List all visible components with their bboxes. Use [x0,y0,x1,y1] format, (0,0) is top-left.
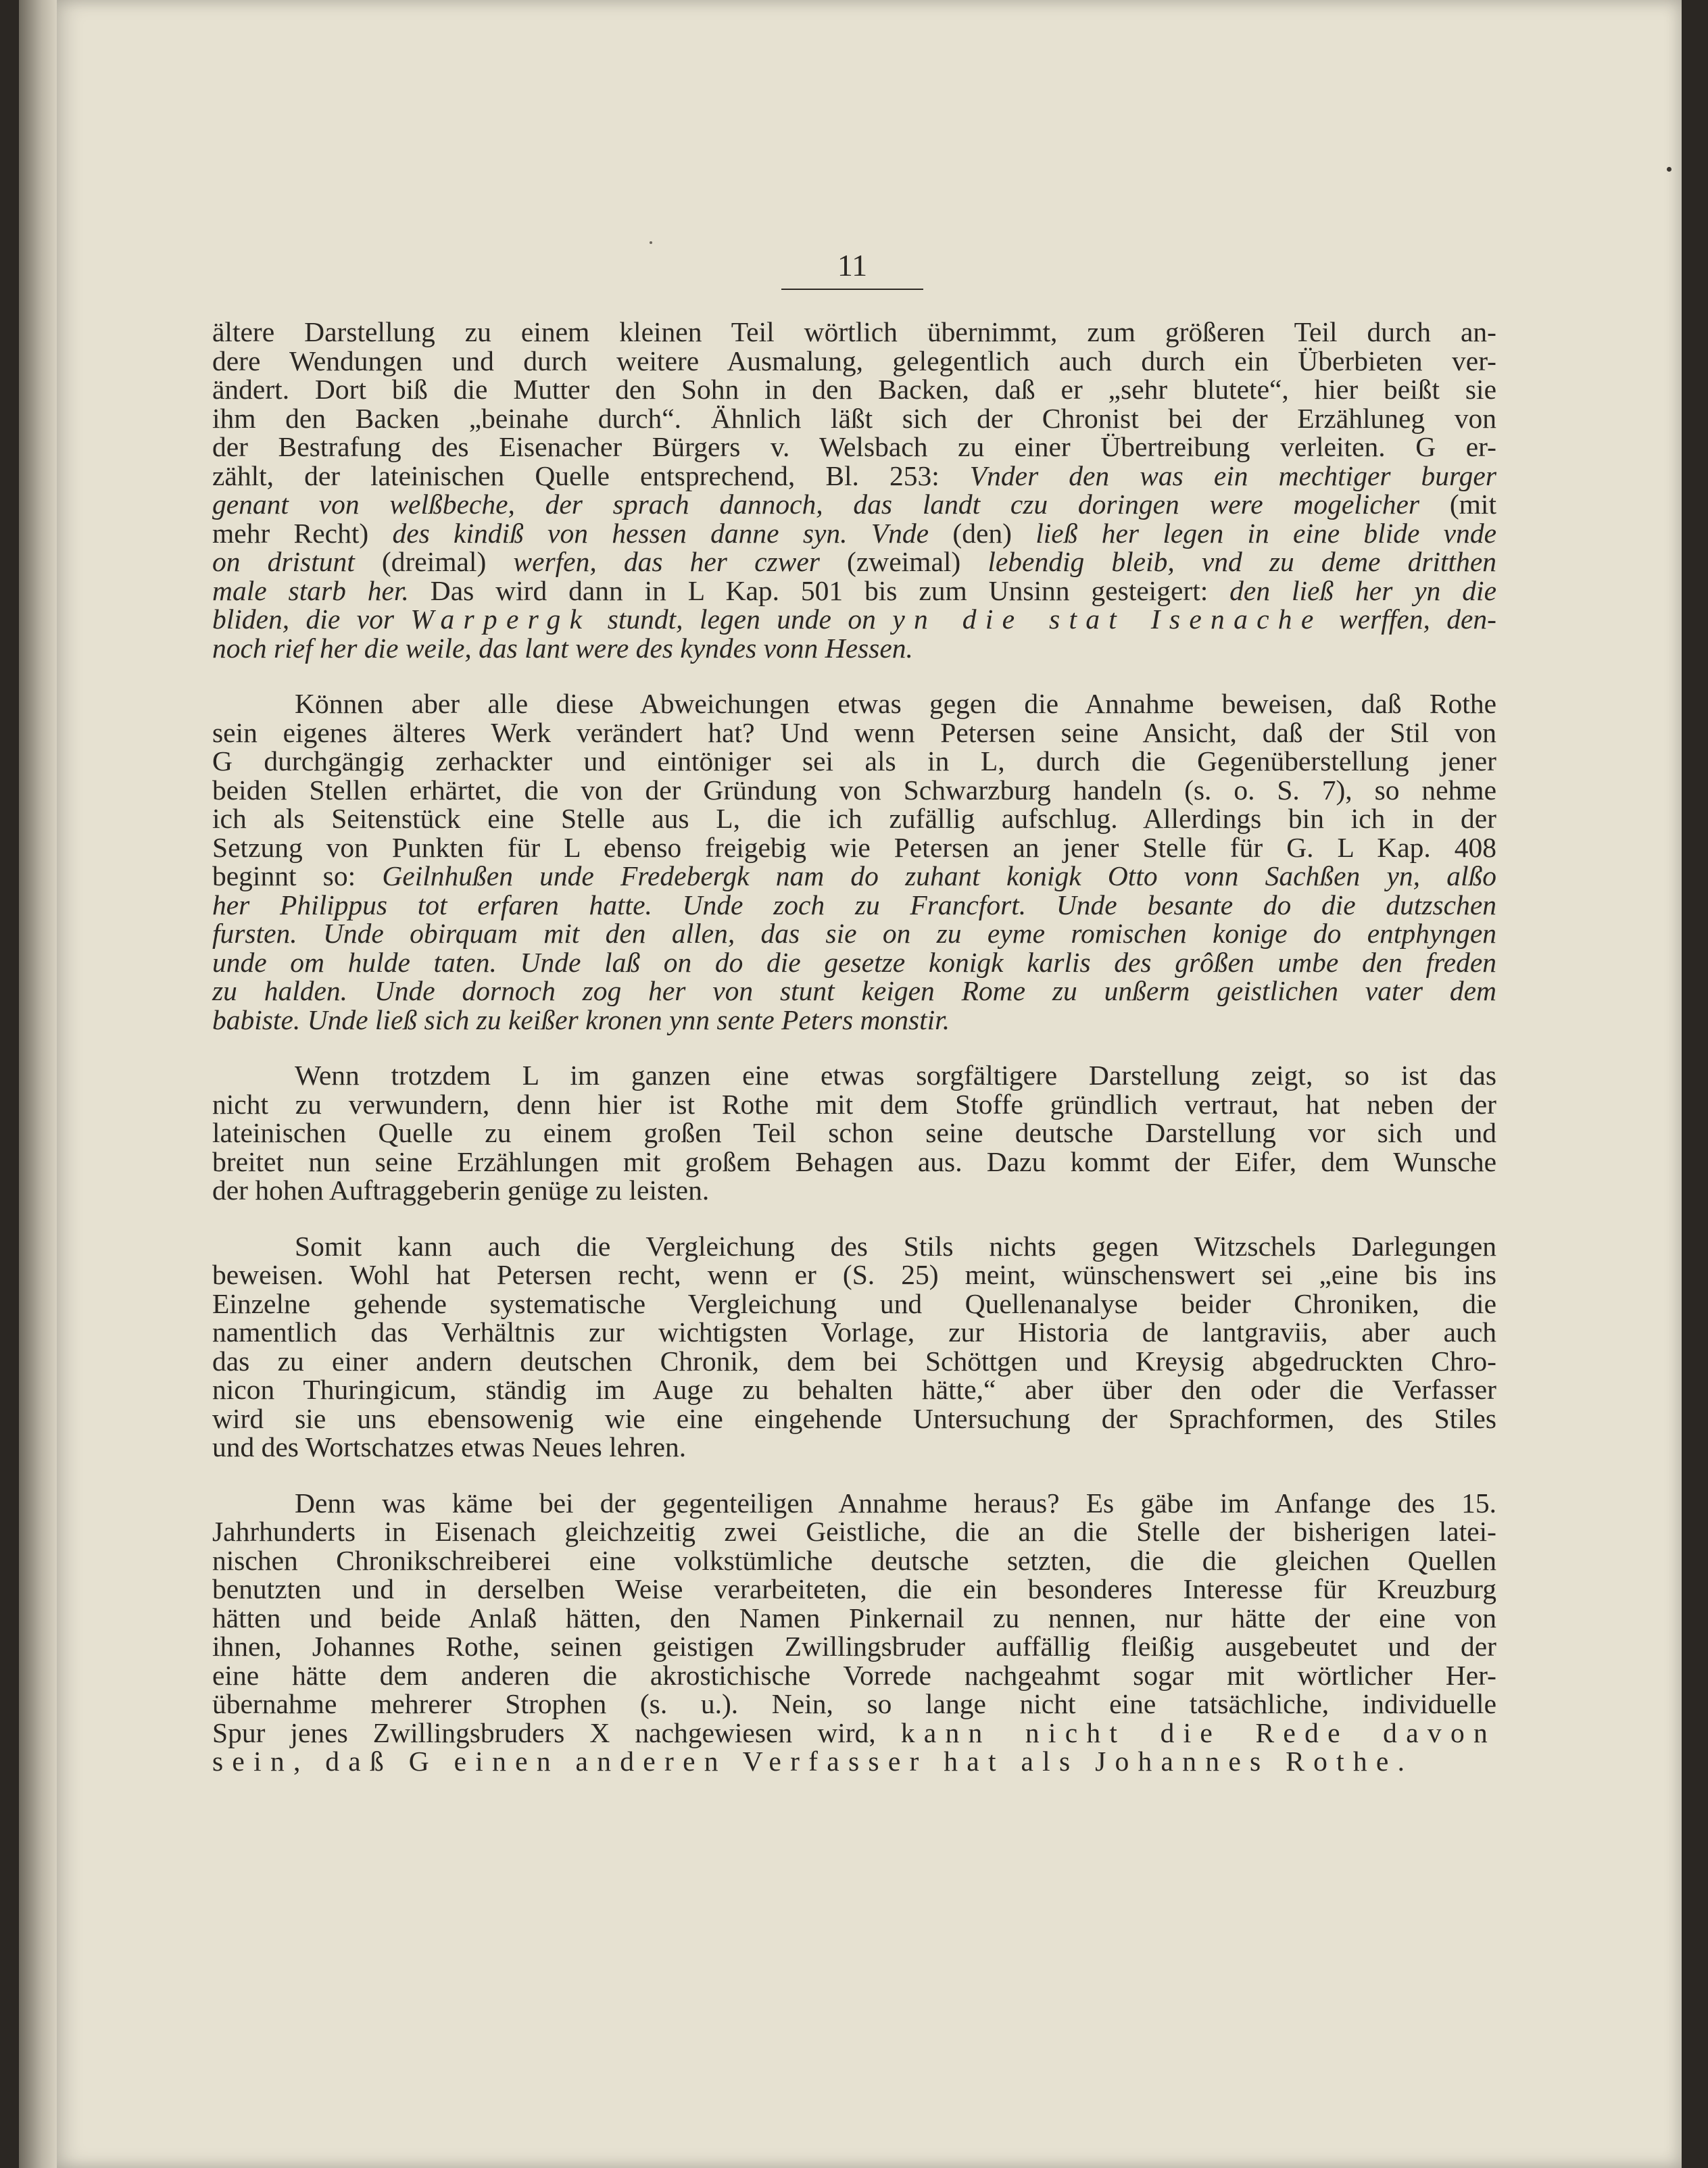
text-line [212,1375,1496,1404]
paragraph-gap [212,1462,1496,1489]
text-line [212,576,1496,606]
text-line [212,1489,1496,1518]
text-line [212,519,1496,548]
italic-text: yn die stat Isenache [892,603,1323,635]
text-span: beginnt so: [212,860,383,891]
page-number: 11 [781,247,923,290]
italic-text: Vnder den was ein mechtiger burger [969,460,1496,491]
italic-text: lebendig bleib, vnd zu deme dritthen [987,546,1496,577]
spaced-text: kann nicht die Rede davon [900,1717,1496,1748]
text-line [212,977,1496,1006]
text-line [212,689,1496,718]
text-span: G durchgängig zerhackter und eintöniger sei als in L, durch die Gegenüberstellung jener [212,745,1496,777]
text-line [212,891,1496,920]
text-span: dere Wendungen und durch weitere Ausmalung, gelegentlich auch durch ein Überbieten ver- [212,345,1496,376]
text-line [212,404,1496,433]
text-line [212,1145,1496,1177]
italic-text: ließ her legen in eine blide vnde [1035,517,1497,549]
text-span: sein eigenes älteres Werk verändert hat? Und wenn Petersen seine Ansicht, daß der Stil von [212,716,1496,748]
text-line [212,1232,1496,1261]
italic-text: bliden, die vor [212,603,411,635]
text-span: ältere Darstellung zu einem kleinen Teil wörtlich übernimmt, zum größeren Teil durch an- [212,316,1496,347]
text-line [212,1747,1496,1776]
text-span: lateinischen Quelle zu einem großen Teil schon seine deutsche Darstellung vor sich und [212,1117,1496,1148]
italic-text: des kindiß von hessen danne syn. Vnde [392,517,929,549]
text-span: ihm den Backen „beinahe durch“. Ähnlich läßt sich der Chronist bei der Erzähluneg von [212,402,1496,434]
text-line [212,1517,1496,1546]
italic-text: unde om hulde taten. Unde laß on do die gesetze konigk karlis des grôßen umbe den freden [212,946,1496,978]
text-line [212,462,1496,491]
spaced-text: sein, daß G einen anderen Verfasser hat als Johannes Rothe. [212,1746,1414,1777]
paragraph-gap [212,1205,1496,1232]
text-line [212,375,1496,404]
italic-text: babiste. Unde ließ sich zu keißer kronen ynn sente Peters monstir. [212,1004,950,1035]
text-line [212,1090,1496,1119]
text-span: (mit [1419,489,1496,520]
text-span: und des Wortschatzes etwas Neues lehren. [212,1431,687,1462]
text-span: hätten und beide Anlaß hätten, den Namen Pinkernail zu nennen, nur hätte der eine von [212,1602,1496,1633]
text-span: übernahme mehrerer Strophen (s. u.). Nein, so lange nicht eine tatsächliche, individuelle [212,1688,1496,1719]
text-line [212,804,1496,833]
text-span: beweisen. Wohl hat Petersen recht, wenn er (S. 25) meint, wünschenswert sei „eine bis ins [212,1259,1496,1290]
italic-text: on dristunt [212,546,355,577]
text-line [212,718,1496,747]
text-span: das zu einer andern deutschen Chronik, dem bei Schöttgen und Kreysig abgedruckten Chro- [212,1345,1496,1377]
text-line [212,1061,1496,1090]
text-span: (den) [929,517,1036,549]
text-line [212,1604,1496,1633]
text-span: namentlich das Verhältnis zur wichtigsten Vorlage, zur Historia de lantgraviis, aber auch [212,1316,1496,1348]
book-binding-edge [19,0,57,2168]
text-span: (zweimal) [819,546,988,577]
italic-text: stundt, legen unde on [591,603,893,635]
text-line [212,1289,1496,1319]
text-span: breitet nun seine Erzählungen mit großem Behagen aus. Dazu kommt der Eifer, dem Wunsche [212,1145,1496,1177]
text-span: nischen Chronikschreiberei eine volkstümliche deutsche setzten, die die gleichen Quellen [212,1544,1496,1576]
text-line [212,347,1496,376]
text-span: benutzten und in derselben Weise verarbeiteten, die ein besonderes Interesse für Kreuzburg [212,1573,1496,1604]
text-line [212,1176,1496,1205]
text-span: nicht zu verwundern, denn hier ist Rothe mit dem Stoffe gründlich vertraut, hat neben der [212,1088,1496,1120]
text-span: Somit kann auch die Vergleichung des Stils nichts gegen Witzschels Darlegungen [295,1230,1496,1262]
paragraph-gap [212,662,1496,689]
text-line [212,547,1496,576]
text-line [212,747,1496,776]
italic-text: werffen, den- [1322,603,1496,635]
italic-text: male starb her. [212,574,409,606]
italic-text: noch rief her die weile, das lant were des kyndes vonn Hessen. [212,632,913,664]
text-line [212,1719,1496,1748]
paper-speck [650,241,652,244]
text-span: zählt, der lateinischen Quelle entsprechend, Bl. 253: [212,460,970,491]
text-line [212,862,1496,891]
text-line [212,490,1496,519]
text-span: nicon Thuringicum, ständig im Auge zu behalten hätte,“ aber über den oder die Verfasser [212,1374,1496,1405]
text-span: eine hätte dem anderen die akrostichische Vorrede nachgeahmt sogar mit wörtlicher Her- [212,1659,1496,1691]
text-line [212,1260,1496,1289]
italic-text: Warpergk [410,603,591,635]
text-line [212,1118,1496,1148]
ink-speck [1667,167,1672,172]
text-span: beiden Stellen erhärtet, die von der Gründung von Schwarzburg handeln (s. o. S. 7), so nehme [212,774,1496,806]
text-line [212,1404,1496,1433]
text-line [212,919,1496,948]
text-span: Wenn trotzdem L im ganzen eine etwas sorgfältigere Darstellung zeigt, so ist das [295,1060,1496,1091]
text-span: ihnen, Johannes Rothe, seinen geistigen Zwillingsbruder auffällig fleißig ausgebeutet und der [212,1631,1496,1662]
italic-text: Geilnhußen unde Fredebergk nam do zuhant konigk Otto vonn Sachßen yn, alßo [382,860,1496,891]
text-line [212,1632,1496,1661]
text-span: Setzung von Punkten für L ebenso freigebig wie Petersen an jener Stelle für G. L Kap. 408 [212,831,1496,863]
paragraph-gap [212,1034,1496,1061]
text-span: der Bestrafung des Eisenacher Bürgers v. Welsbach zu einer Übertreibung verleiten. G er- [212,431,1496,462]
italic-text: zu halden. Unde dornoch zog her von stunt keigen Rome zu unßerm geistlichen vater dem [212,975,1496,1006]
text-line [212,1318,1496,1347]
text-span: Spur jenes Zwillingsbruders X nachgewiesen wird, [212,1717,901,1748]
text-line [212,1690,1496,1719]
text-line [212,634,1496,663]
text-span: ich als Seitenstück eine Stelle aus L, die ich zufällig aufschlug. Allerdings bin ich in der [212,803,1496,834]
text-line [212,318,1496,347]
paragraph-p4 [212,1232,1496,1462]
text-line [212,433,1496,462]
book-page [57,0,1682,2168]
body-text [212,318,1496,1776]
italic-text: werfen, das her czwer [513,546,820,577]
italic-text: fursten. Unde obirquam mit den allen, das sie on zu eyme romischen konige do entphyngen [212,918,1496,949]
italic-text: den ließ her yn die [1229,574,1497,606]
text-span: Das wird dann in L Kap. 501 bis zum Unsinn gesteigert: [408,574,1230,606]
text-line [212,605,1496,634]
text-line [212,1347,1496,1376]
italic-text: genant von welßbeche, der sprach dannoch, das landt czu doringen were mogelicher [212,489,1420,520]
text-line [212,776,1496,805]
paragraph-p2 [212,689,1496,1034]
text-span: der hohen Auftraggeberin genüge zu leisten. [212,1175,710,1206]
text-span: wird sie uns ebensowenig wie eine eingehende Untersuchung der Sprachformen, des Stiles [212,1402,1496,1434]
text-span: Jahrhunderts in Eisenach gleichzeitig zwei Geistliche, die an die Stelle der bisherigen latei- [212,1516,1496,1547]
text-line [212,1006,1496,1035]
text-span: Denn was käme bei der gegenteiligen Annahme heraus? Es gäbe im Anfange des 15. [295,1487,1496,1519]
text-span: (dreimal) [354,546,514,577]
text-line [212,948,1496,977]
text-span: Einzelne gehende systematische Vergleichung und Quellenanalyse beider Chroniken, die [212,1287,1496,1319]
text-span: mehr Recht) [212,517,393,549]
text-line [212,1546,1496,1575]
paragraph-p5 [212,1489,1496,1776]
text-span: Können aber alle diese Abweichungen etwas gegen die Annahme beweisen, daß Rothe [295,688,1496,719]
paragraph-p1 [212,318,1496,662]
text-span: ändert. Dort biß die Mutter den Sohn in den Backen, daß er „sehr blutete“, hier beißt sie [212,374,1496,405]
paragraph-p3 [212,1061,1496,1205]
text-line [212,1575,1496,1604]
text-line [212,833,1496,862]
italic-text: her Philippus tot erfaren hatte. Unde zoch zu Francfort. Unde besante do die dutzschen [212,889,1496,920]
text-line [212,1661,1496,1690]
text-line [212,1433,1496,1462]
